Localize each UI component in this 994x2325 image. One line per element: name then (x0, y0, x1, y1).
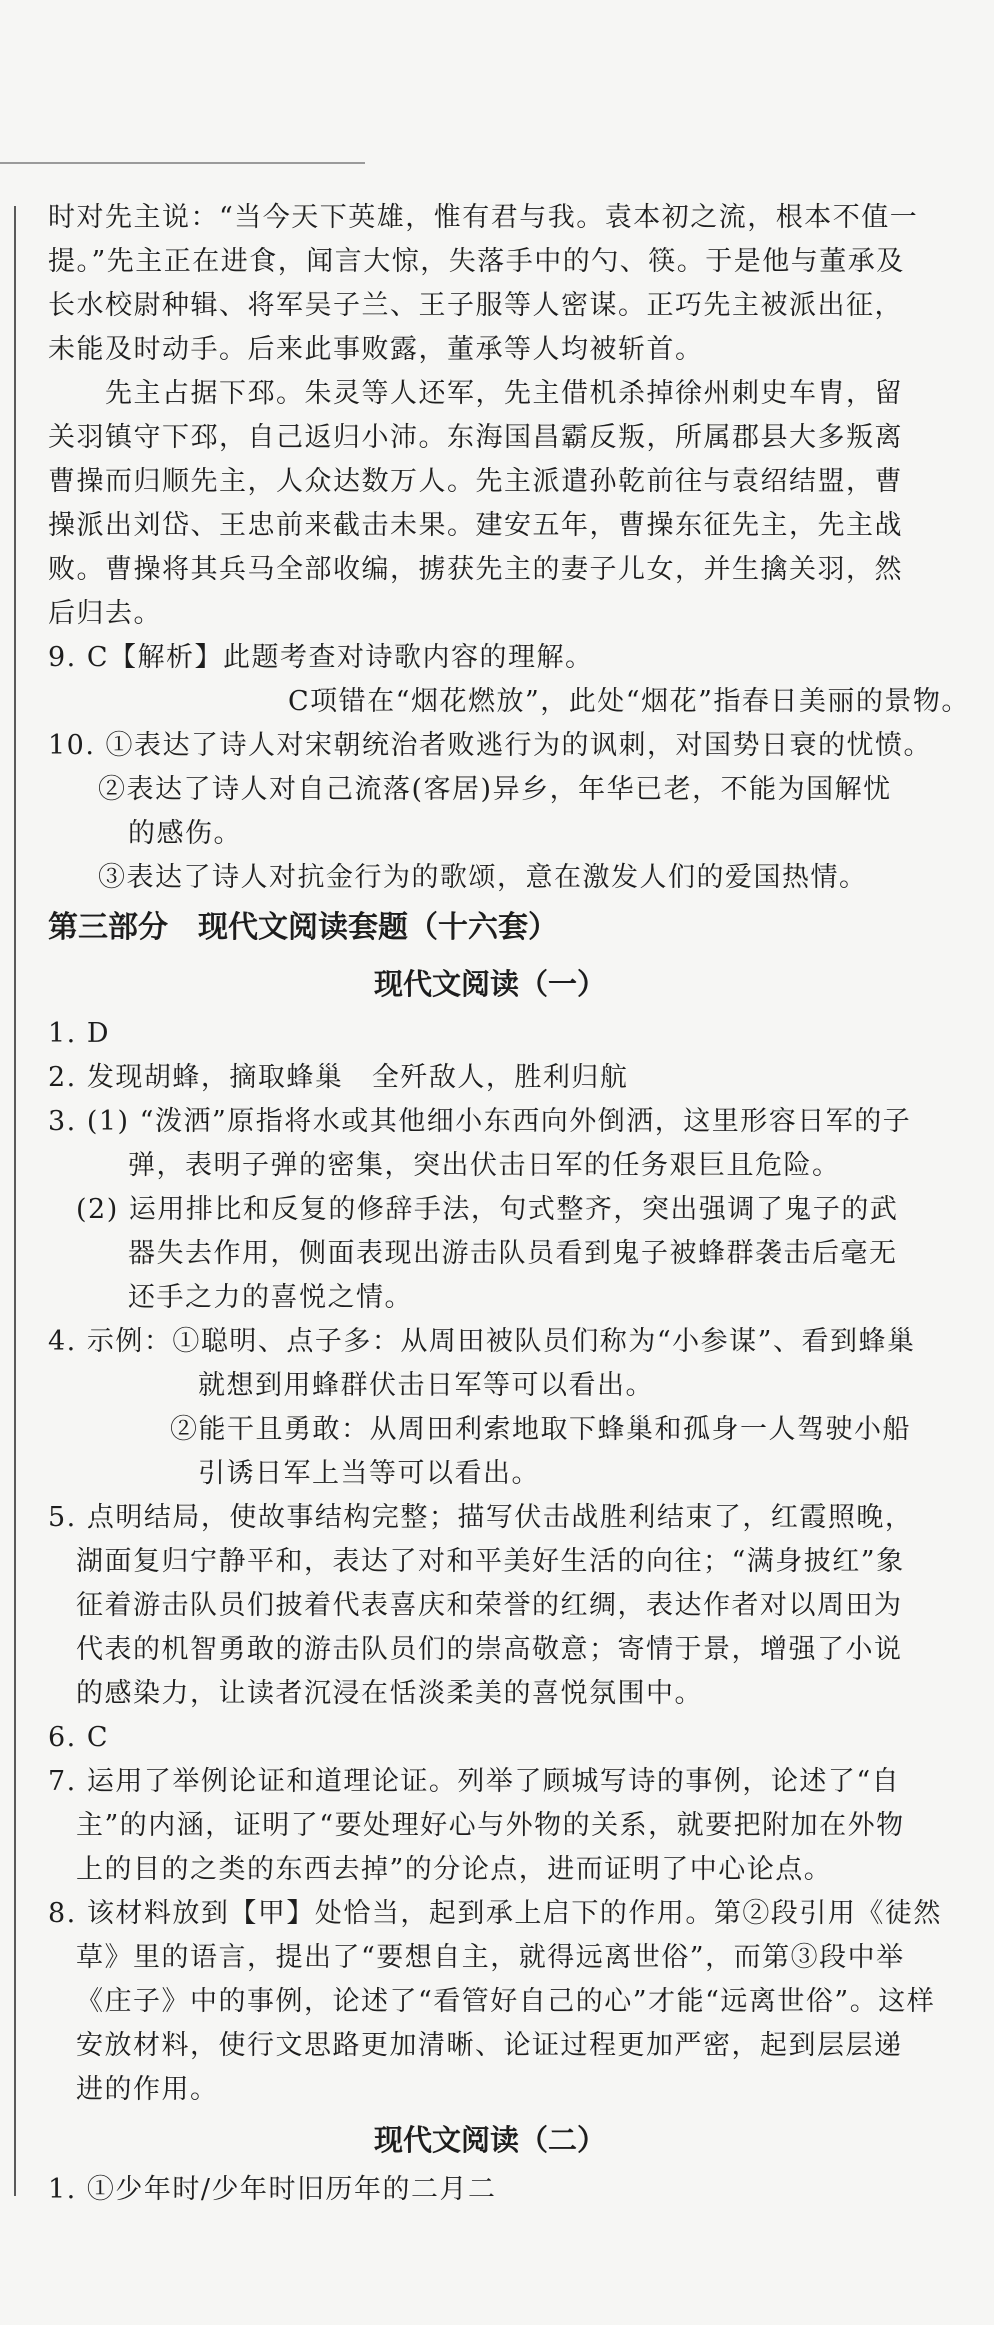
translation-paragraphs (48, 196, 932, 636)
left-margin-line (14, 206, 16, 2196)
answer-line: 2. 发现胡蜂，摘取蜂巢 全歼敌人，胜利归航 (48, 1062, 629, 1093)
answer-line: 4. 示例：①聪明、点子多：从周田被队员们称为“小参谋”、看到蜂巢 (48, 1326, 916, 1357)
text-line: 提。”先主正在进食，闻言大惊，失落手中的勺、筷。于是他与董承及 (48, 246, 905, 277)
text-line: 关羽镇守下邳，自己返归小沛。东海国昌霸反叛，所属郡县大多叛离 (48, 422, 903, 453)
text-line: 操派出刘岱、王忠前来截击未果。建安五年，曹操东征先主，先主战 (48, 510, 903, 541)
answer-page (48, 196, 970, 2212)
text-line: 曹操而归顺先主，人众达数万人。先主派遣孙乾前往与袁绍结盟，曹 (48, 466, 903, 497)
answer-line: 安放材料，使行文思路更加清晰、论证过程更加严密，起到层层递 (76, 2030, 903, 2061)
answer-line: 5. 点明结局，使故事结构完整；描写伏击战胜利结束了，红霞照晚， (48, 1502, 914, 1533)
section-title: 第三部分 现代文阅读套题（十六套） (48, 910, 558, 945)
answer-line: 上的目的之类的东西去掉”的分论点，进而证明了中心论点。 (76, 1854, 833, 1885)
answer-line: 6. C (48, 1722, 110, 1753)
answer-line: 10. ①表达了诗人对宋朝统治者败逃行为的讽刺，对国势日衰的忧愤。 (48, 730, 933, 761)
answer-line: 1. ①少年时/少年时旧历年的二月二 (48, 2174, 497, 2205)
answer-line: 器失去作用，侧面表现出游击队员看到鬼子被蜂群袭击后毫无 (128, 1238, 898, 1269)
text-line: 后归去。 (48, 598, 162, 629)
answer-line: C项错在“烟花燃放”，此处“烟花”指春日美丽的景物。 (288, 686, 970, 717)
answer-line: 《庄子》中的事例，论述了“看管好自己的心”才能“远离世俗”。这样 (76, 1986, 936, 2017)
answer-line: 弹，表明子弹的密集，突出伏击日军的任务艰巨且危险。 (128, 1150, 841, 1181)
answer-line: ②能干且勇敢：从周田利索地取下蜂巢和孤身一人驾驶小船 (170, 1414, 911, 1445)
text-line: 未能及时动手。后来此事败露，董承等人均被斩首。 (48, 334, 704, 365)
answer-line: 3. (1) “泼洒”原指将水或其他细小东西向外倒洒，这里形容日军的子 (48, 1106, 912, 1137)
answer-line: 8. 该材料放到【甲】处恰当，起到承上启下的作用。第②段引用《徒然 (48, 1898, 942, 1929)
answer-line: 主”的内涵，证明了“要处理好心与外物的关系，就要把附加在外物 (76, 1810, 905, 1841)
answer-line: 进的作用。 (76, 2074, 219, 2105)
answer-line: 的感伤。 (128, 818, 242, 849)
answer-line: 1. D (48, 1018, 110, 1049)
top-divider-line (0, 162, 365, 164)
answer-line: 还手之力的喜悦之情。 (128, 1282, 413, 1313)
answer-line: 就想到用蜂群伏击日军等可以看出。 (198, 1370, 654, 1401)
answer-line: 代表的机智勇敢的游击队员们的崇高敬意；寄情于景，增强了小说 (76, 1634, 903, 1665)
answer-line: 草》里的语言，提出了“要想自主，就得远离世俗”，而第③段中举 (76, 1942, 905, 1973)
subsection-title: 现代文阅读（一） (373, 967, 606, 1001)
answer-line: 湖面复归宁静平和，表达了对和平美好生活的向往；“满身披红”象 (76, 1546, 905, 1577)
answer-9 (48, 636, 970, 724)
subsection-title: 现代文阅读（二） (373, 2123, 606, 2157)
text-line: 败。曹操将其兵马全部收编，掳获先主的妻子儿女，并生擒关羽，然 (48, 554, 903, 585)
answer-line: ③表达了诗人对抗金行为的歌颂，意在激发人们的爱国热情。 (98, 862, 868, 893)
answer-line: 7. 运用了举例论证和道理论证。列举了顾城写诗的事例，论述了“自 (48, 1766, 901, 1797)
answer-list-2 (48, 2168, 932, 2212)
answer-line: 引诱日军上当等可以看出。 (198, 1458, 540, 1489)
answer-10 (48, 724, 932, 900)
answer-line: ②表达了诗人对自己流落(客居)异乡，年华已老，不能为国解忧 (98, 774, 892, 805)
text-line: 时对先主说：“当今天下英雄，惟有君与我。袁本初之流，根本不值一 (48, 202, 919, 233)
answer-line: 9. C【解析】此题考查对诗歌内容的理解。 (48, 642, 594, 673)
answer-list-1 (48, 1012, 942, 2112)
answer-line: (2) 运用排比和反复的修辞手法，句式整齐，突出强调了鬼子的武 (76, 1194, 899, 1225)
answer-line: 的感染力，让读者沉浸在恬淡柔美的喜悦氛围中。 (76, 1678, 703, 1709)
text-line: 先主占据下邳。朱灵等人还军，先主借机杀掉徐州刺史车胄，留 (48, 378, 903, 409)
answer-line: 征着游击队员们披着代表喜庆和荣誉的红绸，表达作者对以周田为 (76, 1590, 903, 1621)
text-line: 长水校尉种辑、将军吴子兰、王子服等人密谋。正巧先主被派出征， (48, 290, 903, 321)
